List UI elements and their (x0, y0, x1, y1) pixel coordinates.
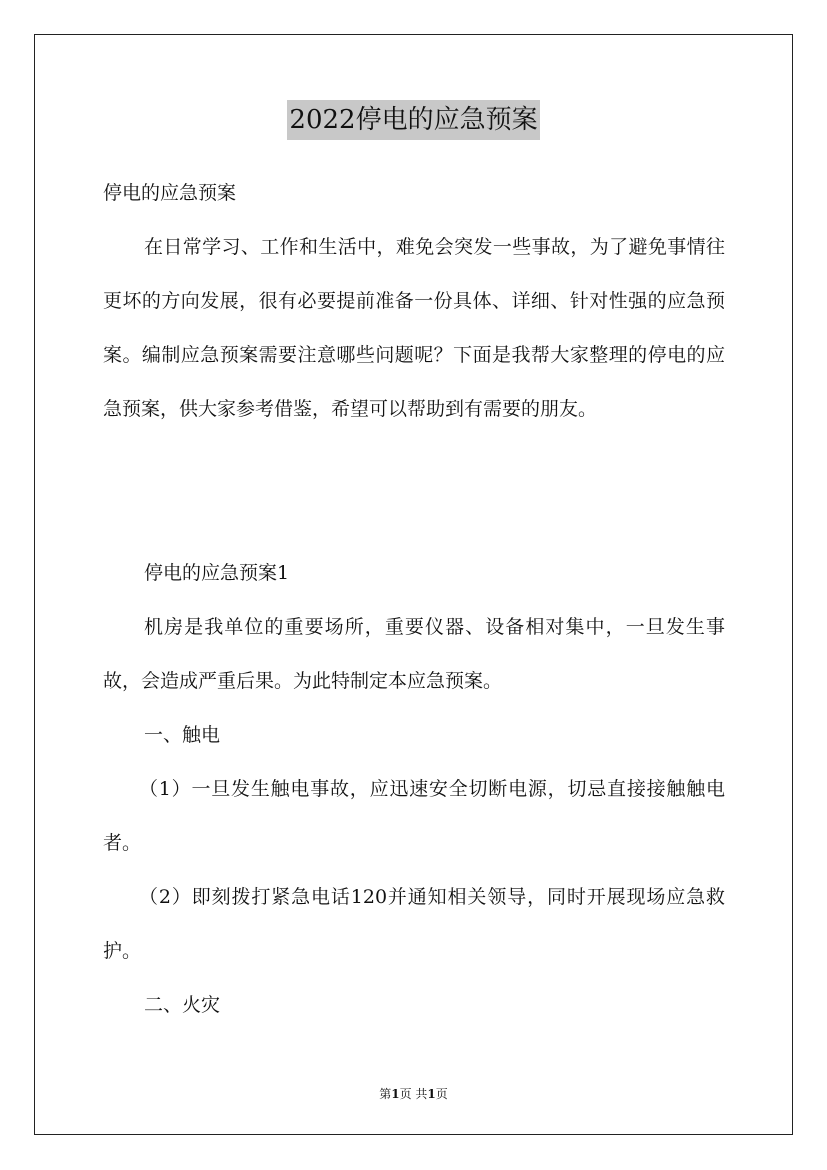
footer-prefix: 第 (379, 1087, 392, 1101)
footer-suffix: 页 (435, 1087, 448, 1101)
item1-step2: （2）即刻拨打紧急电话120并通知相关领导，同时开展现场应急救护。 (103, 886, 725, 962)
document-title: 2022停电的应急预案 (287, 100, 539, 140)
footer-page-current: 1 (391, 1087, 400, 1101)
intro-paragraph: 在日常学习、工作和生活中，难免会突发一些事故，为了避免事情往更坏的方向发展，很有必要提前准备一份具体、详细、针对性强的应急预案。编制应急预案需要注意哪些问题呢？下面是我帮大家整理的停电的应急预案，供大家参考借鉴，希望可以帮助到有需要的朋友。 (103, 236, 725, 420)
section1-intro: 机房是我单位的重要场所，重要仪器、设备相对集中，一旦发生事故，会造成严重后果。为此特制定本应急预案。 (103, 616, 725, 692)
item1-step1: （1）一旦发生触电事故，应迅速安全切断电源，切忌直接接触触电者。 (103, 778, 725, 854)
footer-page-total: 1 (427, 1087, 436, 1101)
document-subtitle: 停电的应急预案 (103, 182, 237, 204)
section1-heading: 停电的应急预案1 (144, 562, 290, 584)
footer-mid: 页 共 (399, 1087, 428, 1101)
title-wrapper (0, 100, 827, 140)
item2-heading: 二、火灾 (144, 994, 221, 1016)
page-footer (0, 1085, 827, 1102)
item1-heading: 一、触电 (144, 724, 221, 746)
